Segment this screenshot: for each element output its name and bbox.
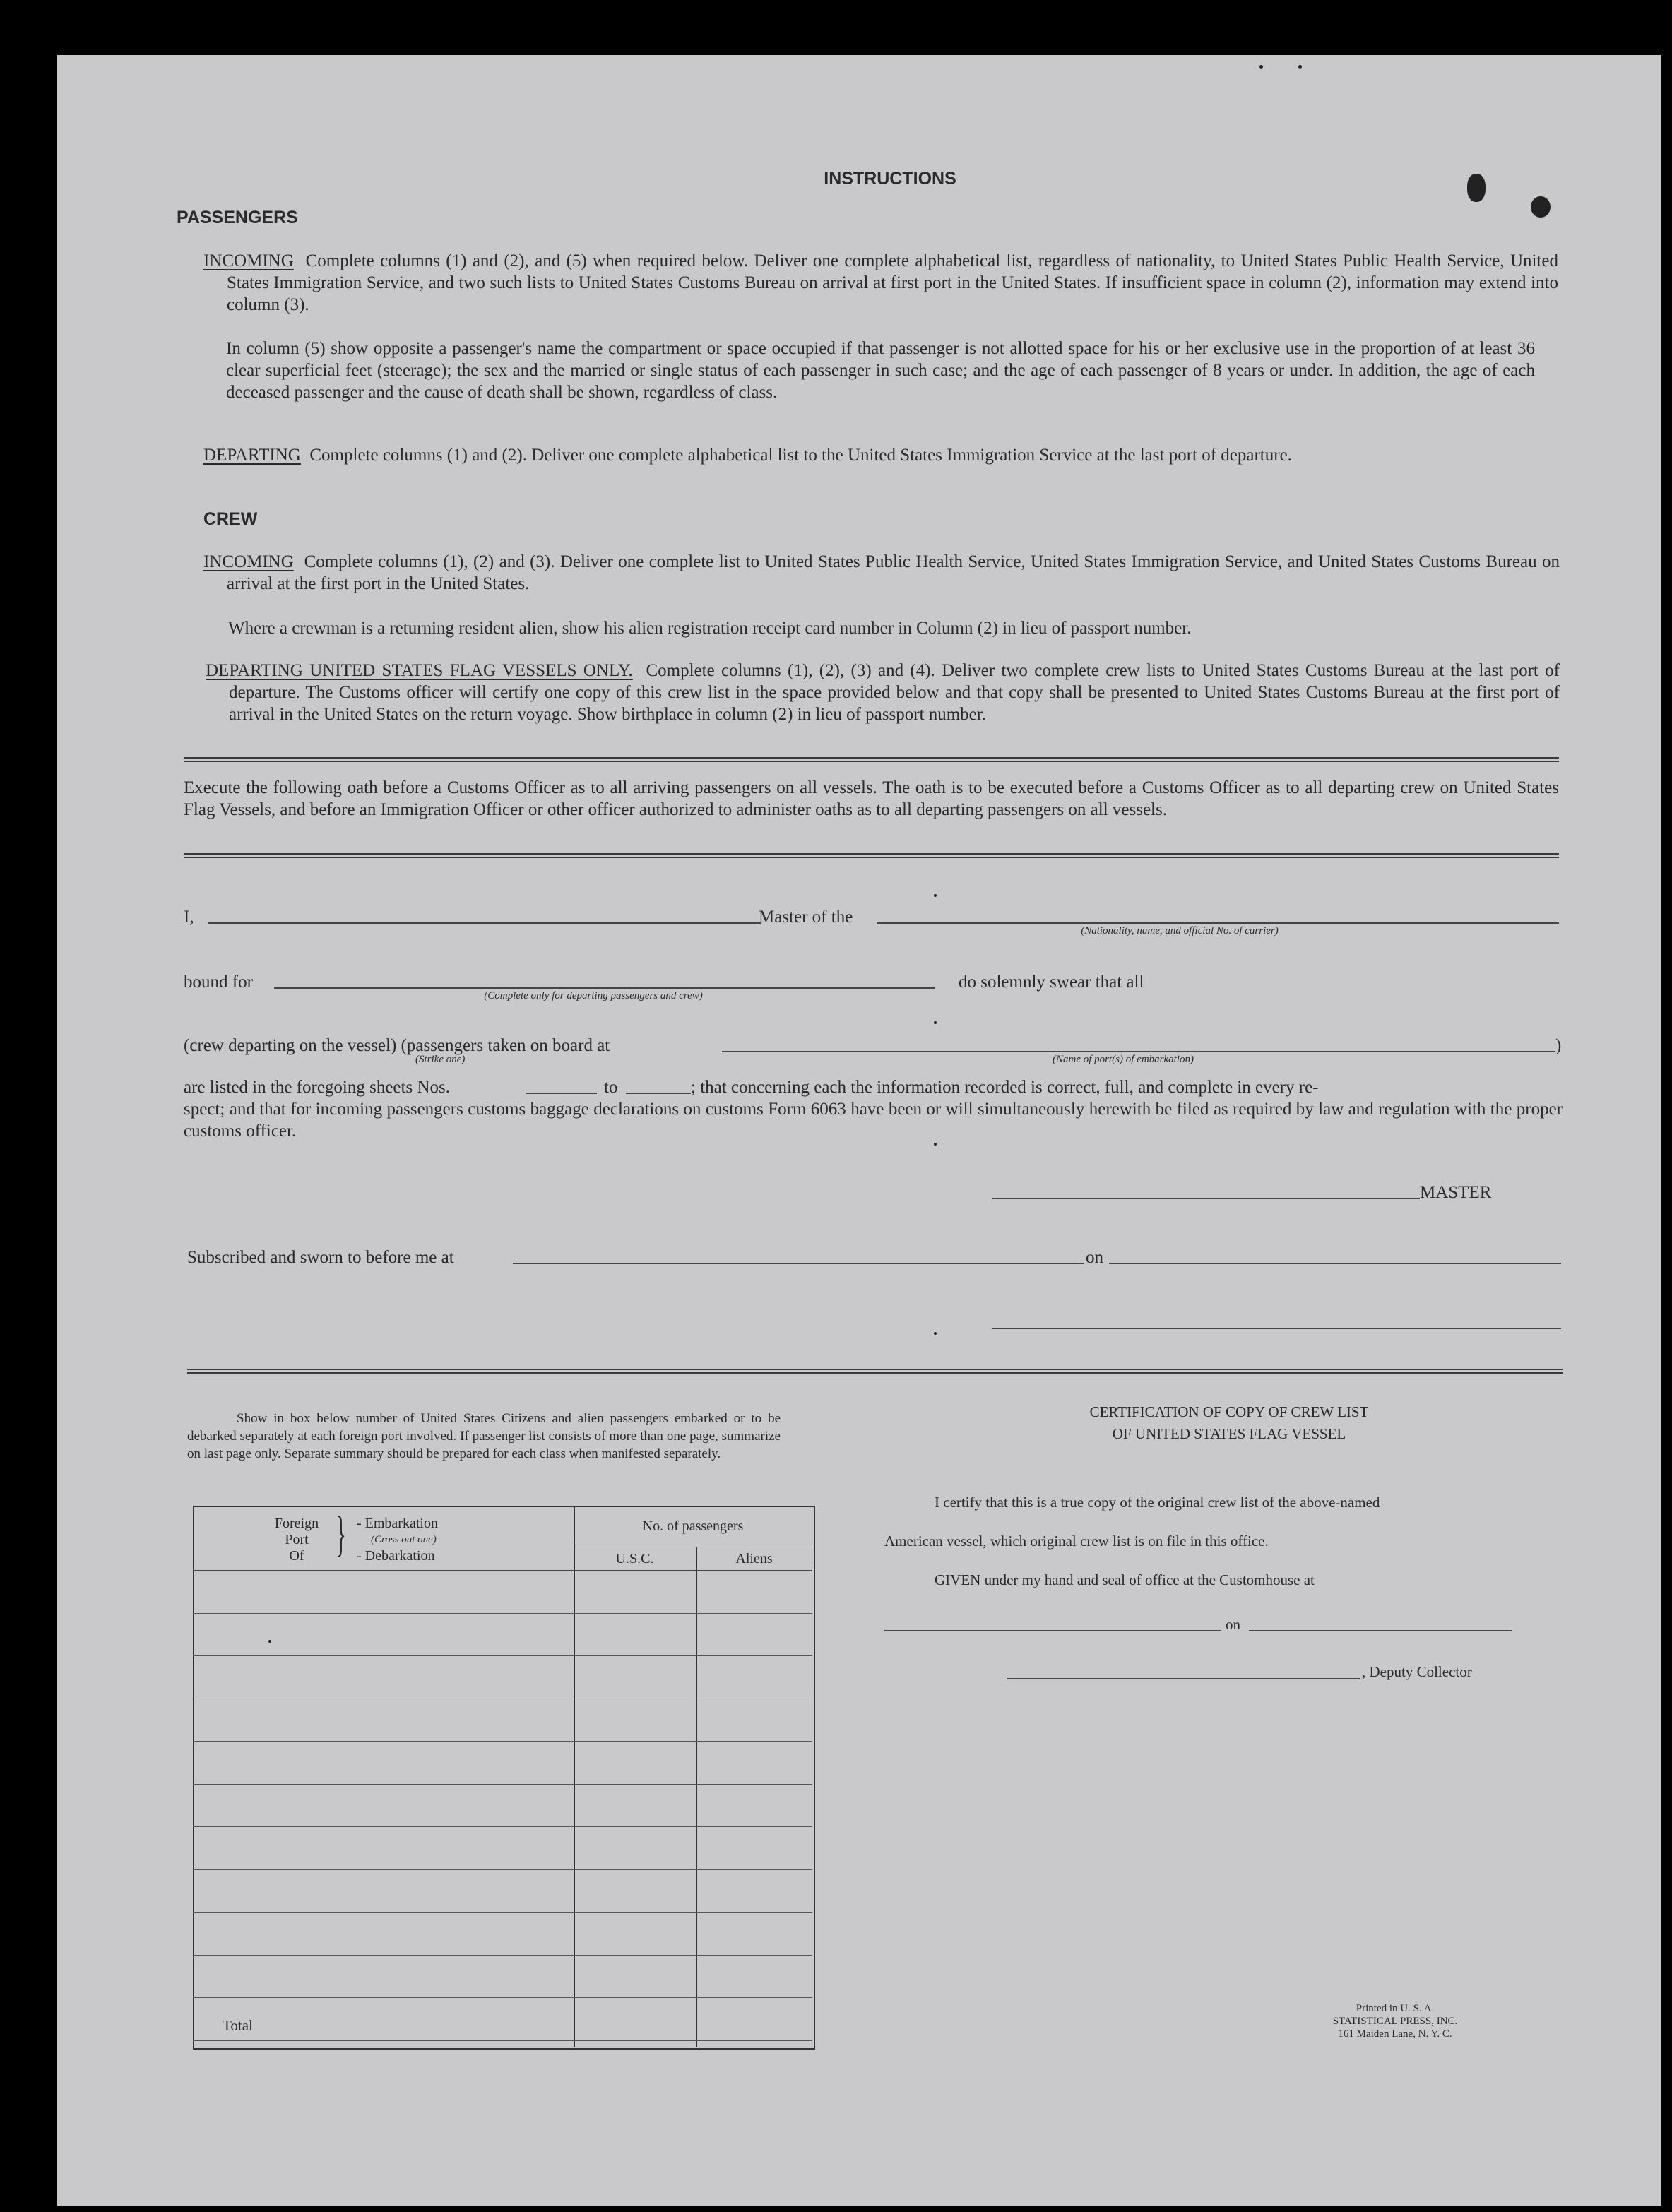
customs-declaration-text: spect; and that for incoming passengers customs baggage declarations on customs Form 6063 have been or will simultaneously herewith be filed as required by law and regulation with the proper customs officer. xyxy=(184,1100,1563,1141)
foreign-port-of-label xyxy=(258,1516,336,1564)
no-passengers-header: No. of passengers xyxy=(642,1518,744,1534)
crew-section-title: CREW xyxy=(203,509,258,529)
scan-speck xyxy=(934,1332,937,1335)
table-row-rule xyxy=(193,2040,812,2041)
deputy-collector-signature-line[interactable] xyxy=(1007,1678,1360,1679)
printer-imprint xyxy=(1282,2002,1508,2040)
printer-line1: Printed in U. S. A. xyxy=(1356,2003,1435,2014)
table-row-rule xyxy=(193,1955,812,1956)
port-caption: (Name of port(s) of embarkation) xyxy=(1053,1054,1194,1065)
master-label: MASTER xyxy=(1420,1183,1492,1202)
passengers-incoming-text: Complete columns (1) and (2), and (5) when required below. Deliver one complete alphabetical list, regardless of nationality, to United States Public Health Service, United States Immigration Service, and two such lists to United States Customs Bureau on arrival at first port in the United States. If insufficient space in column (2), information may extend into column (3). xyxy=(227,251,1559,314)
sheet-to-line[interactable] xyxy=(626,1093,691,1094)
passenger-summary-table xyxy=(193,1506,815,2050)
passengers-departing-label: DEPARTING xyxy=(203,446,301,465)
instructions-heading: INSTRUCTIONS xyxy=(824,169,956,189)
ink-blot xyxy=(1531,196,1551,218)
crew-departing-label: DEPARTING UNITED STATES FLAG VESSELS ONLY. xyxy=(206,661,633,680)
embarkation-label: - Embarkation xyxy=(357,1516,438,1531)
crew-alien-paragraph: Where a crewman is a returning resident alien, show his alien registration receipt card number in Column (2) in lieu of passport number. xyxy=(228,619,1192,638)
cross-out-caption: (Cross out one) xyxy=(371,1534,437,1545)
passengers-departing-text: Complete columns (1) and (2). Deliver one complete alphabetical list to the United States Immigration Service at the last port of departure. xyxy=(309,446,1292,465)
vessel-name-line[interactable] xyxy=(877,922,1559,924)
certify-line-a: I certify that this is a true copy of the original crew list of the above-named xyxy=(935,1494,1380,1511)
port-label: Port xyxy=(285,1532,309,1547)
certification-date-line[interactable] xyxy=(1249,1630,1512,1631)
embarkation-options[interactable] xyxy=(357,1516,438,1564)
scan-speck xyxy=(934,894,937,897)
of-label: Of xyxy=(289,1548,304,1564)
port-of-embarkation-line[interactable] xyxy=(722,1051,1555,1052)
sworn-on-label: on xyxy=(1086,1248,1103,1267)
master-signature-line[interactable] xyxy=(992,1198,1420,1199)
bound-for-label: bound for xyxy=(184,973,253,992)
master-name-line[interactable] xyxy=(208,922,761,924)
table-row-rule xyxy=(193,1912,812,1913)
crew-departing-paragraph xyxy=(206,660,1560,725)
certification-title-line1: CERTIFICATION OF COPY OF CREW LIST xyxy=(1089,1403,1369,1420)
sheet-from-line[interactable] xyxy=(526,1093,597,1094)
printer-line2: STATISTICAL PRESS, INC. xyxy=(1332,2016,1458,2027)
scan-speck xyxy=(268,1640,271,1643)
master-of-the-label: Master of the xyxy=(759,908,853,927)
nationality-caption: (Nationality, name, and official No. of carrier) xyxy=(1081,925,1279,936)
section-divider xyxy=(187,1369,1563,1374)
officer-signature-line[interactable] xyxy=(992,1328,1561,1329)
certify-line-b: American vessel, which original crew list is on file in this office. xyxy=(884,1533,1269,1550)
certification-on-label: on xyxy=(1226,1616,1240,1633)
passengers-departing-paragraph xyxy=(203,444,1558,466)
foreign-label: Foreign xyxy=(274,1516,319,1531)
printer-line3: 161 Maiden Lane, N. Y. C. xyxy=(1338,2028,1452,2040)
bound-for-line[interactable] xyxy=(274,987,935,989)
crew-passengers-text: (crew departing on the vessel) (passengers taken on board at xyxy=(184,1036,610,1055)
table-row-rule xyxy=(193,1826,812,1827)
subscribed-sworn-text: Subscribed and sworn to before me at xyxy=(187,1248,454,1267)
total-row-label: Total xyxy=(223,2017,253,2034)
table-header-rule xyxy=(193,1570,812,1571)
deputy-collector-label: , Deputy Collector xyxy=(1362,1663,1472,1680)
scan-speck xyxy=(934,1021,937,1024)
table-row-rule xyxy=(193,1741,812,1742)
customhouse-location-line[interactable] xyxy=(884,1630,1221,1631)
section-divider xyxy=(184,853,1559,858)
table-divider xyxy=(696,1547,697,2047)
table-row-rule xyxy=(193,1869,812,1870)
close-paren: ) xyxy=(1555,1036,1562,1055)
ink-blot xyxy=(1467,174,1486,202)
debarkation-label: - Debarkation xyxy=(357,1548,435,1564)
scan-speck xyxy=(1298,65,1302,69)
aliens-header: Aliens xyxy=(735,1551,773,1566)
table-row-rule xyxy=(193,1613,812,1614)
given-under-hand-text: GIVEN under my hand and seal of office at the Customhouse at xyxy=(935,1571,1315,1588)
crew-incoming-label: INCOMING xyxy=(203,552,294,571)
oath-intro-paragraph: Execute the following oath before a Customs Officer as to all arriving passengers on all vessels. The oath is to be executed before a Customs Officer as to all departing crew on United States Flag Vessels, and before an Immigration Officer or other officer authorized to administer oaths as to all departing passengers on all vessels. xyxy=(184,778,1559,819)
scan-speck xyxy=(934,1143,937,1146)
summary-instructions: Show in box below number of United States Citizens and alien passengers embarked or to be debarked separately at each foreign port involved. If passenger list consists of more than one page, summarize on last page only. Separate summary should be prepared for each class when manifested separately. xyxy=(187,1411,781,1461)
sworn-location-line[interactable] xyxy=(513,1263,1084,1264)
brace-glyph: } xyxy=(336,1507,347,1562)
passengers-incoming-paragraph xyxy=(203,250,1558,316)
solemnly-swear-text: do solemnly swear that all xyxy=(959,973,1144,992)
usc-header: U.S.C. xyxy=(615,1551,654,1566)
strike-one-caption: (Strike one) xyxy=(415,1054,466,1065)
table-row-rule xyxy=(193,1784,812,1785)
certification-title-line2: OF UNITED STATES FLAG VESSEL xyxy=(1112,1425,1346,1442)
passengers-incoming-label: INCOMING xyxy=(203,251,294,270)
table-row-rule xyxy=(193,1655,812,1656)
information-correct-text: ; that concerning each the information recorded is correct, full, and complete in every re- xyxy=(691,1078,1319,1097)
crew-departing-text: Complete columns (1), (2), (3) and (4). Deliver two complete crew lists to United States Customs Bureau at the last port of departure. The Customs officer will certify one copy of this crew list in the space provided below and that copy shall be presented to United States Customs Bureau at the first port of arrival in the United States on the return voyage. Show birthplace in column (2) in lieu of passport number. xyxy=(229,661,1560,724)
listed-sheets-text: are listed in the foregoing sheets Nos. xyxy=(184,1078,450,1097)
certification-title xyxy=(925,1401,1533,1445)
passengers-section-title: PASSENGERS xyxy=(177,208,298,227)
oath-i-label: I, xyxy=(184,908,194,927)
crew-incoming-paragraph xyxy=(203,551,1560,595)
sworn-date-line[interactable] xyxy=(1109,1263,1561,1264)
scan-speck xyxy=(1259,65,1263,69)
table-row-rule xyxy=(193,1997,812,1998)
crew-incoming-text: Complete columns (1), (2) and (3). Deliver one complete list to United States Public Health Service, United States Immigration Service, and United States Customs Bureau on arrival at the first port in the United States. xyxy=(227,552,1560,593)
sheets-to-label: to xyxy=(604,1078,618,1097)
section-divider xyxy=(184,757,1559,762)
bound-for-caption: (Complete only for departing passengers and crew) xyxy=(484,990,703,1001)
passengers-column5-paragraph: In column (5) show opposite a passenger's name the compartment or space occupied if that passenger is not allotted space for his or her exclusive use in the proportion of at least 36 clear superficial feet (steerage); the sex and the married or single status of each passenger in such case; and the age of each passenger of 8 years or under. In addition, the age of each deceased passenger and the cause of death shall be shown, regardless of class. xyxy=(226,339,1535,402)
table-divider xyxy=(574,1506,575,2047)
document-page xyxy=(57,55,1661,2206)
